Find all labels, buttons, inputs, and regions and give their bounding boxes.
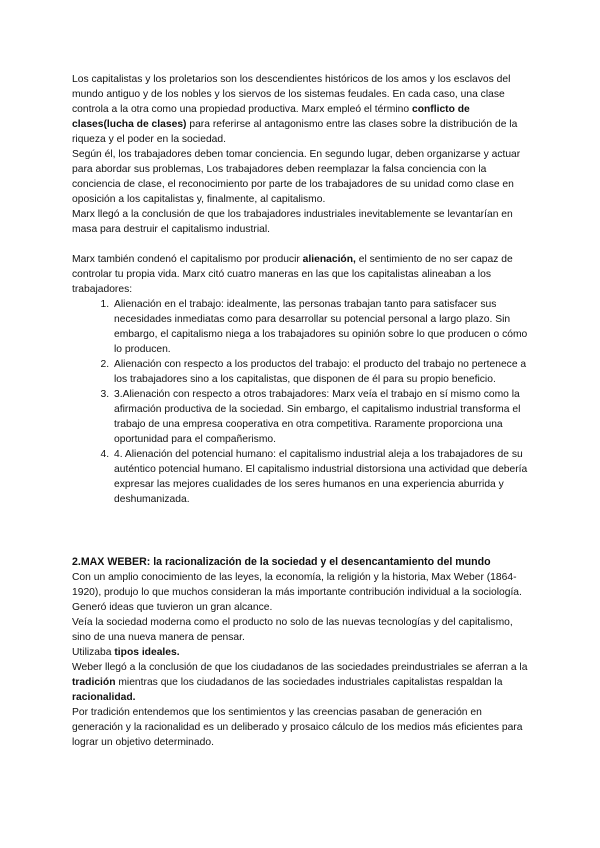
list-item: 1. Alienación en el trabajo: idealmente, las personas trabajan tanto para satisfacer sus necesidades inmediatas como para desarrollar su potencial personal a largo plazo. Sin embargo, el capitalismo niega a los trabajadores su opinión sobre lo que producen o cómo lo producen. [112, 297, 532, 357]
paragraph-conclusion: Marx llegó a la conclusión de que los trabajadores industriales inevitablemente se levantarían en masa para destruir el capitalismo industrial. [72, 209, 513, 235]
paragraph-consciousness: Según él, los trabajadores deben tomar conciencia. En segundo lugar, deben organizarse y actuar para abordar sus problemas, Los trabajadores deben reemplazar la falsa conciencia con la conciencia de clase, el reconocimiento por parte de los trabajadores de su unidad como clase en oposición a los capitalistas y, finalmente, al capitalismo. [72, 149, 521, 205]
paragraph-tradition-rationality: Weber llegó a la conclusión de que los ciudadanos de las sociedades preindustriales se aferran a la tradición mientras que los ciudadanos de las sociedades industriales capitalistas respaldan la racionalidad. [72, 662, 528, 703]
paragraph-modern-society: Veía la sociedad moderna como el producto no solo de las nuevas tecnologías y del capitalismo, sino de una nueva manera de pensar. [72, 617, 513, 643]
section-heading-weber: 2.MAX WEBER: la racionalización de la sociedad y el desencantamiento del mundo [72, 556, 491, 568]
term-tradition: tradición [72, 677, 116, 688]
list-item: 2. Alienación con respecto a los productos del trabajo: el producto del trabajo no pertenece a los trabajadores sino a los capitalistas, que disponen de él para su propio beneficio. [112, 357, 532, 387]
alienation-list [72, 297, 532, 507]
term-class-conflict: conflicto de clases(lucha de clases) [72, 104, 470, 130]
paragraph-class-conflict: Los capitalistas y los proletarios son los descendientes históricos de los amos y los esclavos del mundo antiguo y de los nobles y los siervos de los sistemas feudales. En cada caso, una clase controla a la otra como una propiedad productiva. Marx empleó el término conflicto de clases(lucha de clases) para referirse al antagonismo entre las clases sobre la distribución de la riqueza y el poder en la sociedad. [72, 74, 518, 145]
paragraph-definitions: Por tradición entendemos que los sentimientos y las creencias pasaban de generación en generación y la racionalidad es un deliberado y prosaico cálculo de los medios más eficientes para lograr un objetivo determinado. [72, 707, 523, 748]
list-item: 3. 3.Alienación con respecto a otros trabajadores: Marx veía el trabajo en sí mismo como la afirmación productiva de la sociedad. Sin embargo, el capitalismo industrial transforma el trabajo de una empresa cooperativa en otra competitiva. Raramente proporciona una oportunidad para el compañerismo. [112, 387, 532, 447]
blank-line [72, 237, 532, 252]
term-alienation: alienación, [302, 254, 356, 265]
paragraph-alienation: Marx también condenó el capitalismo por producir alienación, el sentimiento de no ser capaz de controlar tu propia vida. Marx citó cuatro maneras en las que los capitalistas alineaban a los trabajadores: [72, 254, 513, 295]
section-weber-body [72, 555, 532, 750]
paragraph-weber-intro: Con un amplio conocimiento de las leyes, la economía, la religión y la historia, Max Weber (1864-1920), produjo lo que muchos consideran la más importante contribución individual a la sociología. Generó ideas que tuvieron un gran alcance. [72, 572, 522, 613]
paragraph-ideal-types: Utilizaba tipos ideales. [72, 647, 180, 658]
term-rationality: racionalidad. [72, 692, 136, 703]
term-ideal-types: tipos ideales. [114, 647, 180, 658]
section-marx-body [72, 72, 532, 507]
list-item: 4. 4. Alienación del potencial humano: el capitalismo industrial aleja a los trabajadores de su auténtico potencial humano. El capitalismo industrial distorsiona una actividad que debería expresar las mejores cualidades de los seres humanos en una experiencia aburrida y deshumanizada. [112, 447, 532, 507]
